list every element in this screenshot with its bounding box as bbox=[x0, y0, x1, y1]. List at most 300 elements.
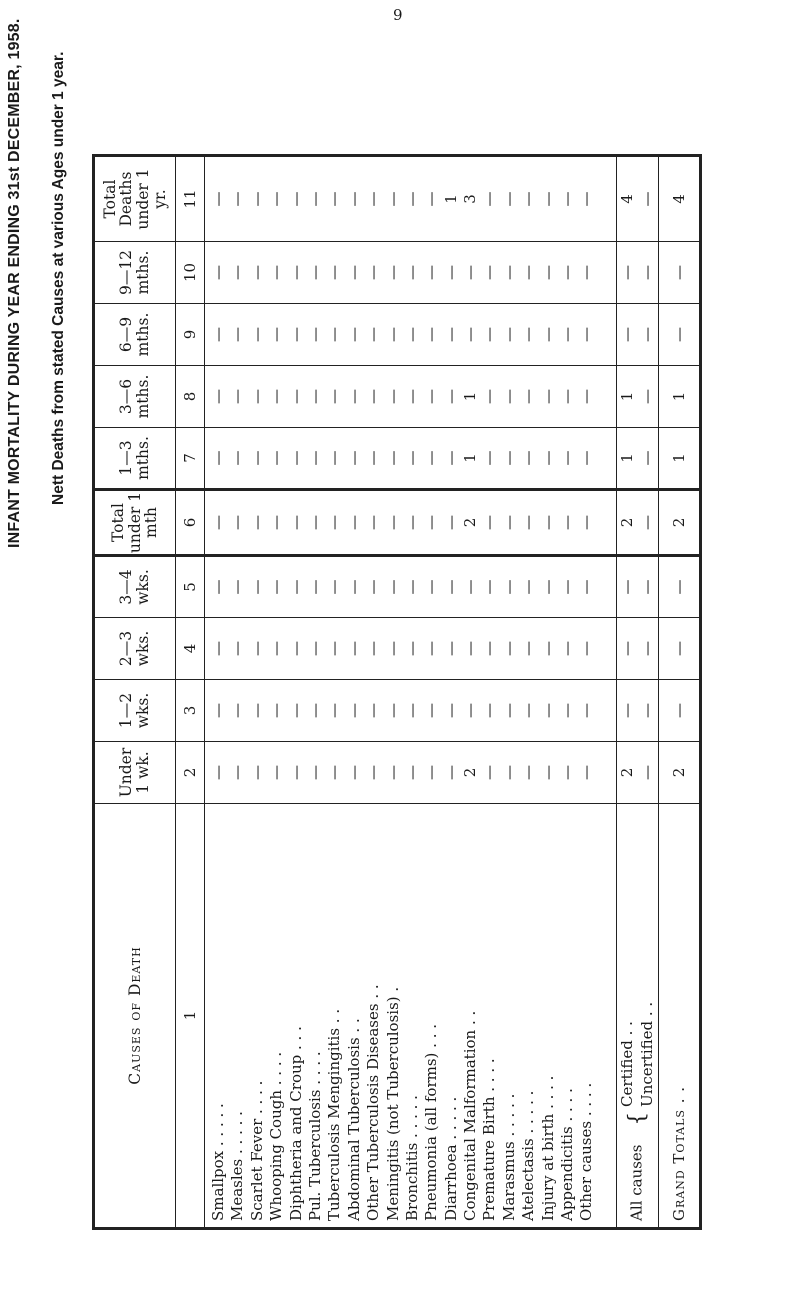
cell-value: — bbox=[209, 265, 227, 280]
cause-label: Smallpox . . . . . bbox=[209, 1103, 227, 1221]
cell-value: — bbox=[577, 450, 596, 466]
cell-value: 1 bbox=[461, 453, 480, 463]
cell-value: — bbox=[383, 450, 402, 466]
uncertified-value: — bbox=[637, 265, 656, 280]
page-subtitle: Nett Deaths from stated Causes at various Ages under 1 year. bbox=[50, 51, 67, 505]
cell-value: — bbox=[247, 450, 266, 466]
certified-value: 1 bbox=[618, 391, 637, 402]
cell-value: — bbox=[558, 450, 577, 466]
cause-label: Scarlet Fever . . . . bbox=[247, 1080, 266, 1221]
cell-value: — bbox=[286, 327, 305, 342]
cell-value: — bbox=[480, 641, 499, 656]
cell-value: 3 bbox=[461, 194, 480, 204]
all-causes-values bbox=[617, 242, 659, 304]
mortality-table-rotated bbox=[92, 155, 702, 1230]
cell-value: — bbox=[267, 191, 286, 207]
cell-value: — bbox=[441, 515, 460, 530]
cell-value: — bbox=[305, 515, 324, 530]
cell-value: — bbox=[499, 579, 518, 595]
cell-value: — bbox=[558, 641, 577, 656]
cell-value: — bbox=[305, 265, 324, 280]
uncertified-value: — bbox=[637, 191, 656, 207]
cell-value: — bbox=[402, 703, 421, 718]
values-1-3mths bbox=[205, 428, 617, 490]
certified-value: 1 bbox=[618, 453, 637, 463]
cell-value: — bbox=[422, 191, 441, 207]
cell-value: — bbox=[305, 765, 324, 780]
cell-value: — bbox=[461, 265, 480, 280]
cell-value: — bbox=[267, 389, 286, 404]
cell-value: — bbox=[344, 327, 363, 342]
cell-value: — bbox=[519, 515, 538, 530]
cell-value: — bbox=[247, 765, 266, 780]
col-index: 10 bbox=[176, 242, 205, 304]
cell-value: — bbox=[383, 191, 402, 207]
col-index: 7 bbox=[176, 428, 205, 490]
grand-total-value: 2 bbox=[659, 490, 701, 556]
cell-value: — bbox=[499, 450, 518, 466]
cell-value: — bbox=[441, 389, 460, 404]
cell-value: — bbox=[344, 703, 363, 718]
grand-total-value: — bbox=[659, 556, 701, 618]
grand-total-value: 4 bbox=[659, 156, 701, 242]
cell-value: — bbox=[286, 389, 305, 404]
cell-value: — bbox=[286, 641, 305, 656]
cell-value: — bbox=[383, 389, 402, 404]
col-index: 6 bbox=[176, 490, 205, 556]
cell-value: — bbox=[247, 641, 266, 656]
cell-value: — bbox=[325, 265, 344, 280]
cell-value: — bbox=[402, 765, 421, 780]
col-header-3-4wks: 3—4 wks. bbox=[94, 556, 176, 618]
cell-value: — bbox=[499, 327, 518, 342]
col-index: 5 bbox=[176, 556, 205, 618]
all-causes-values bbox=[617, 742, 659, 804]
all-causes-values bbox=[617, 366, 659, 428]
cell-value: — bbox=[228, 703, 247, 718]
col-header-2-3wks: 2—3 wks. bbox=[94, 618, 176, 680]
cell-value: — bbox=[538, 265, 557, 280]
cell-value: — bbox=[247, 191, 266, 207]
cell-value: — bbox=[364, 641, 383, 656]
cell-value: — bbox=[383, 265, 402, 280]
cell-value: — bbox=[499, 641, 518, 656]
cell-value: — bbox=[441, 265, 460, 280]
cell-value: — bbox=[519, 579, 538, 595]
cell-value: — bbox=[364, 265, 383, 280]
cell-value: — bbox=[538, 191, 557, 207]
cell-value: — bbox=[461, 327, 480, 342]
cell-value: — bbox=[364, 703, 383, 718]
cell-value: — bbox=[364, 191, 383, 207]
cell-value: — bbox=[383, 765, 402, 780]
cell-value: — bbox=[499, 191, 518, 207]
cell-value: — bbox=[325, 450, 344, 466]
grand-total-value: — bbox=[659, 304, 701, 366]
cell-value: — bbox=[383, 515, 402, 530]
cell-value: — bbox=[480, 579, 499, 595]
col-header-under-1wk: Under 1 wk. bbox=[94, 742, 176, 804]
uncertified-value: — bbox=[637, 765, 656, 780]
cause-label: Whooping Cough . . . . bbox=[267, 1051, 286, 1221]
cell-value: — bbox=[577, 191, 596, 207]
cause-label: Diphtheria and Croup . . . bbox=[286, 1026, 305, 1221]
col-header-1-3mths: 1—3 mths. bbox=[94, 428, 176, 490]
col-header-6-9mths: 6—9 mths. bbox=[94, 304, 176, 366]
cell-value: — bbox=[402, 450, 421, 466]
cell-value: — bbox=[267, 765, 286, 780]
grand-total-value: — bbox=[659, 242, 701, 304]
cell-value: — bbox=[441, 450, 460, 466]
cell-value: — bbox=[422, 515, 441, 530]
cause-label: Tuberculosis Mengingitis . . bbox=[325, 1008, 344, 1221]
cause-label: Meningitis (not Tuberculosis) . bbox=[383, 986, 402, 1221]
col-index: 4 bbox=[176, 618, 205, 680]
values-under-1wk bbox=[205, 742, 617, 804]
grand-totals-row bbox=[659, 156, 701, 1229]
cause-label: Injury at birth . . . . bbox=[538, 1075, 557, 1221]
cell-value: — bbox=[267, 450, 286, 466]
cell-value: — bbox=[344, 579, 363, 595]
all-causes-values bbox=[617, 618, 659, 680]
cell-value: — bbox=[247, 579, 266, 595]
cell-value: — bbox=[402, 515, 421, 530]
cell-value: — bbox=[209, 515, 227, 530]
cell-value: — bbox=[325, 389, 344, 404]
cell-value: — bbox=[344, 515, 363, 530]
col-header-total-under-1yr: Total Deaths under 1 yr. bbox=[94, 156, 176, 242]
cell-value: — bbox=[247, 389, 266, 404]
cell-value: — bbox=[383, 327, 402, 342]
cell-value: — bbox=[441, 327, 460, 342]
cell-value: — bbox=[383, 703, 402, 718]
cause-label: Pul. Tuberculosis . . . . bbox=[305, 1051, 324, 1221]
cell-value: — bbox=[364, 389, 383, 404]
values-9-12mths bbox=[205, 242, 617, 304]
cell-value: — bbox=[422, 327, 441, 342]
cell-value: — bbox=[383, 641, 402, 656]
uncertified-value: — bbox=[637, 515, 656, 530]
cell-value: — bbox=[577, 579, 596, 595]
cell-value: — bbox=[286, 191, 305, 207]
cell-value: — bbox=[228, 191, 247, 207]
cell-value: — bbox=[305, 641, 324, 656]
cell-value: — bbox=[558, 703, 577, 718]
cell-value: — bbox=[480, 450, 499, 466]
causes-list bbox=[205, 804, 617, 1229]
cell-value: — bbox=[228, 389, 247, 404]
cell-value: — bbox=[228, 579, 247, 595]
cell-value: — bbox=[538, 389, 557, 404]
mortality-table bbox=[92, 154, 702, 1230]
cell-value: — bbox=[499, 515, 518, 530]
cell-value: — bbox=[441, 703, 460, 718]
all-causes-values bbox=[617, 156, 659, 242]
uncertified-value: — bbox=[637, 579, 656, 595]
cause-label: Bronchitis . . . . . bbox=[402, 1095, 421, 1221]
cell-value: — bbox=[267, 327, 286, 342]
cell-value: — bbox=[461, 579, 480, 595]
cause-label: Premature Birth . . . . bbox=[480, 1058, 499, 1221]
cell-value: — bbox=[344, 191, 363, 207]
cell-value: — bbox=[422, 579, 441, 595]
cell-value: — bbox=[441, 579, 460, 595]
values-3-4wks bbox=[205, 556, 617, 618]
cell-value: — bbox=[422, 450, 441, 466]
cell-value: — bbox=[461, 703, 480, 718]
cell-value: — bbox=[538, 579, 557, 595]
cell-value: — bbox=[402, 265, 421, 280]
uncertified-value: — bbox=[637, 327, 656, 342]
cell-value: — bbox=[209, 327, 227, 342]
cell-value: — bbox=[422, 765, 441, 780]
cell-value: — bbox=[305, 327, 324, 342]
cell-value: — bbox=[325, 191, 344, 207]
page-title: INFANT MORTALITY DURING YEAR ENDING 31st DECEMBER, 1958. bbox=[6, 18, 23, 548]
cell-value: — bbox=[228, 450, 247, 466]
values-3-6mths bbox=[205, 366, 617, 428]
cell-value: — bbox=[344, 765, 363, 780]
cause-label: Diarrhoea . . . . . bbox=[441, 1096, 460, 1221]
all-causes-values bbox=[617, 428, 659, 490]
cell-value: — bbox=[538, 450, 557, 466]
cell-value: — bbox=[209, 579, 227, 595]
cell-value: — bbox=[422, 265, 441, 280]
col-header-1-2wks: 1—2 wks. bbox=[94, 680, 176, 742]
cell-value: — bbox=[325, 327, 344, 342]
cell-value: — bbox=[402, 389, 421, 404]
cell-value: — bbox=[577, 703, 596, 718]
cell-value: — bbox=[480, 191, 499, 207]
cell-value: — bbox=[228, 327, 247, 342]
certified-value: 2 bbox=[618, 767, 637, 778]
certified-label: Certified . . bbox=[618, 1021, 637, 1107]
all-causes-label-cell bbox=[617, 804, 659, 1229]
cell-value: — bbox=[209, 703, 227, 718]
cell-value: — bbox=[325, 579, 344, 595]
cell-value: — bbox=[305, 191, 324, 207]
brace-icon: { bbox=[624, 1111, 650, 1126]
cell-value: — bbox=[577, 765, 596, 780]
causes-row bbox=[205, 156, 617, 1229]
cell-value: — bbox=[422, 641, 441, 656]
certified-value: — bbox=[618, 641, 637, 656]
cell-value: — bbox=[519, 191, 538, 207]
col-index: 9 bbox=[176, 304, 205, 366]
cell-value: — bbox=[344, 389, 363, 404]
cell-value: — bbox=[538, 641, 557, 656]
cell-value: — bbox=[325, 641, 344, 656]
cell-value: — bbox=[558, 265, 577, 280]
cell-value: — bbox=[364, 579, 383, 595]
cell-value: — bbox=[422, 703, 441, 718]
col-header-total-under-1mth: Total under 1 mth bbox=[94, 490, 176, 556]
cell-value: — bbox=[209, 389, 227, 404]
cell-value: — bbox=[325, 703, 344, 718]
certified-value: 2 bbox=[618, 517, 637, 528]
certified-value: — bbox=[618, 265, 637, 280]
col-header-3-6mths: 3—6 mths. bbox=[94, 366, 176, 428]
grand-totals-label: Grand Totals . . bbox=[659, 804, 701, 1229]
uncertified-value: — bbox=[637, 641, 656, 656]
cell-value: — bbox=[305, 450, 324, 466]
cell-value: — bbox=[538, 765, 557, 780]
cell-value: — bbox=[558, 389, 577, 404]
cell-value: — bbox=[480, 765, 499, 780]
cell-value: — bbox=[364, 765, 383, 780]
all-causes-values bbox=[617, 556, 659, 618]
cell-value: — bbox=[228, 515, 247, 530]
cell-value: — bbox=[558, 765, 577, 780]
cell-value: — bbox=[480, 265, 499, 280]
cell-value: 2 bbox=[461, 517, 480, 528]
values-6-9mths bbox=[205, 304, 617, 366]
cell-value: — bbox=[267, 641, 286, 656]
cell-value: — bbox=[247, 265, 266, 280]
cell-value: — bbox=[499, 765, 518, 780]
cell-value: — bbox=[286, 450, 305, 466]
cell-value: — bbox=[402, 191, 421, 207]
cell-value: — bbox=[499, 265, 518, 280]
grand-total-value: 2 bbox=[659, 742, 701, 804]
cell-value: — bbox=[538, 515, 557, 530]
index-row bbox=[176, 156, 205, 1229]
grand-total-value: — bbox=[659, 618, 701, 680]
cell-value: — bbox=[519, 450, 538, 466]
col-header-9-12mths: 9—12 mths. bbox=[94, 242, 176, 304]
cell-value: — bbox=[286, 703, 305, 718]
cell-value: — bbox=[577, 515, 596, 530]
cause-label: Other causes . . . . bbox=[577, 1082, 596, 1221]
cell-value: — bbox=[209, 191, 227, 207]
cell-value: — bbox=[519, 389, 538, 404]
cause-label: Marasmus . . . . . bbox=[499, 1093, 518, 1221]
cell-value: — bbox=[558, 327, 577, 342]
cell-value: — bbox=[577, 389, 596, 404]
cell-value: — bbox=[519, 641, 538, 656]
cell-value: — bbox=[480, 327, 499, 342]
cell-value: — bbox=[364, 327, 383, 342]
cell-value: — bbox=[247, 703, 266, 718]
cell-value: — bbox=[402, 327, 421, 342]
certified-value: — bbox=[618, 327, 637, 342]
col-index: 8 bbox=[176, 366, 205, 428]
cell-value: — bbox=[286, 765, 305, 780]
cell-value: — bbox=[209, 765, 227, 780]
cause-label: Pneumonia (all forms) . . . bbox=[422, 1023, 441, 1221]
all-causes-row bbox=[617, 156, 659, 1229]
page-number: 9 bbox=[393, 6, 403, 24]
cell-value: — bbox=[267, 703, 286, 718]
cell-value: — bbox=[286, 265, 305, 280]
col-index: 3 bbox=[176, 680, 205, 742]
cell-value: — bbox=[383, 579, 402, 595]
cell-value: — bbox=[286, 515, 305, 530]
cell-value: — bbox=[519, 765, 538, 780]
header-row bbox=[94, 156, 176, 1229]
cell-value: — bbox=[209, 641, 227, 656]
cell-value: — bbox=[558, 579, 577, 595]
cell-value: — bbox=[499, 703, 518, 718]
cell-value: — bbox=[441, 641, 460, 656]
cell-value: — bbox=[305, 389, 324, 404]
cell-value: — bbox=[480, 389, 499, 404]
cell-value: — bbox=[267, 579, 286, 595]
cell-value: — bbox=[499, 389, 518, 404]
cell-value: — bbox=[480, 515, 499, 530]
values-1-2wks bbox=[205, 680, 617, 742]
cell-value: — bbox=[519, 265, 538, 280]
cell-value: 1 bbox=[441, 194, 460, 204]
col-index: 2 bbox=[176, 742, 205, 804]
cell-value: — bbox=[441, 765, 460, 780]
cell-value: — bbox=[364, 515, 383, 530]
cell-value: — bbox=[247, 327, 266, 342]
cause-label: Abdominal Tuberculosis . . bbox=[344, 1018, 363, 1221]
cell-value: — bbox=[558, 191, 577, 207]
values-2-3wks bbox=[205, 618, 617, 680]
cell-value: — bbox=[228, 765, 247, 780]
cell-value: — bbox=[402, 579, 421, 595]
cause-label: Congenital Malformation . . bbox=[461, 1010, 480, 1221]
cell-value: — bbox=[364, 450, 383, 466]
all-causes-values bbox=[617, 304, 659, 366]
cause-label: Appendicitis . . . . bbox=[558, 1088, 577, 1221]
cell-value: — bbox=[538, 703, 557, 718]
cell-value: — bbox=[577, 327, 596, 342]
cause-label: Other Tuberculosis Diseases . . bbox=[364, 984, 383, 1221]
cell-value: — bbox=[267, 265, 286, 280]
cell-value: — bbox=[286, 579, 305, 595]
grand-total-value: — bbox=[659, 680, 701, 742]
values-total-under-1mth bbox=[205, 490, 617, 556]
uncertified-value: — bbox=[637, 450, 656, 466]
values-total-under-1yr bbox=[205, 156, 617, 242]
all-causes-values bbox=[617, 680, 659, 742]
cell-value: 2 bbox=[461, 767, 480, 778]
certified-value: — bbox=[618, 703, 637, 718]
cell-value: 1 bbox=[461, 391, 480, 402]
col-index: 11 bbox=[176, 156, 205, 242]
cell-value: — bbox=[538, 327, 557, 342]
cell-value: — bbox=[344, 641, 363, 656]
col-index: 1 bbox=[176, 804, 205, 1229]
certified-value: 4 bbox=[618, 194, 637, 204]
cell-value: — bbox=[267, 515, 286, 530]
cell-value: — bbox=[519, 703, 538, 718]
uncertified-label: Uncertified . . bbox=[637, 1001, 656, 1107]
cell-value: — bbox=[247, 515, 266, 530]
cause-label: Atelectasis . . . . . bbox=[519, 1090, 538, 1221]
grand-total-value: 1 bbox=[659, 366, 701, 428]
cell-value: — bbox=[228, 641, 247, 656]
certified-value: — bbox=[618, 579, 637, 595]
cell-value: — bbox=[305, 579, 324, 595]
cause-label: Measles . . . . . bbox=[228, 1111, 247, 1221]
cell-value: — bbox=[461, 641, 480, 656]
cell-value: — bbox=[305, 703, 324, 718]
cell-value: — bbox=[209, 450, 227, 466]
cell-value: — bbox=[558, 515, 577, 530]
cell-value: — bbox=[519, 327, 538, 342]
uncertified-value: — bbox=[637, 389, 656, 404]
cell-value: — bbox=[480, 703, 499, 718]
uncertified-value: — bbox=[637, 703, 656, 718]
all-causes-label: All causes bbox=[627, 1144, 646, 1221]
grand-total-value: 1 bbox=[659, 428, 701, 490]
cell-value: — bbox=[325, 765, 344, 780]
cell-value: — bbox=[577, 265, 596, 280]
